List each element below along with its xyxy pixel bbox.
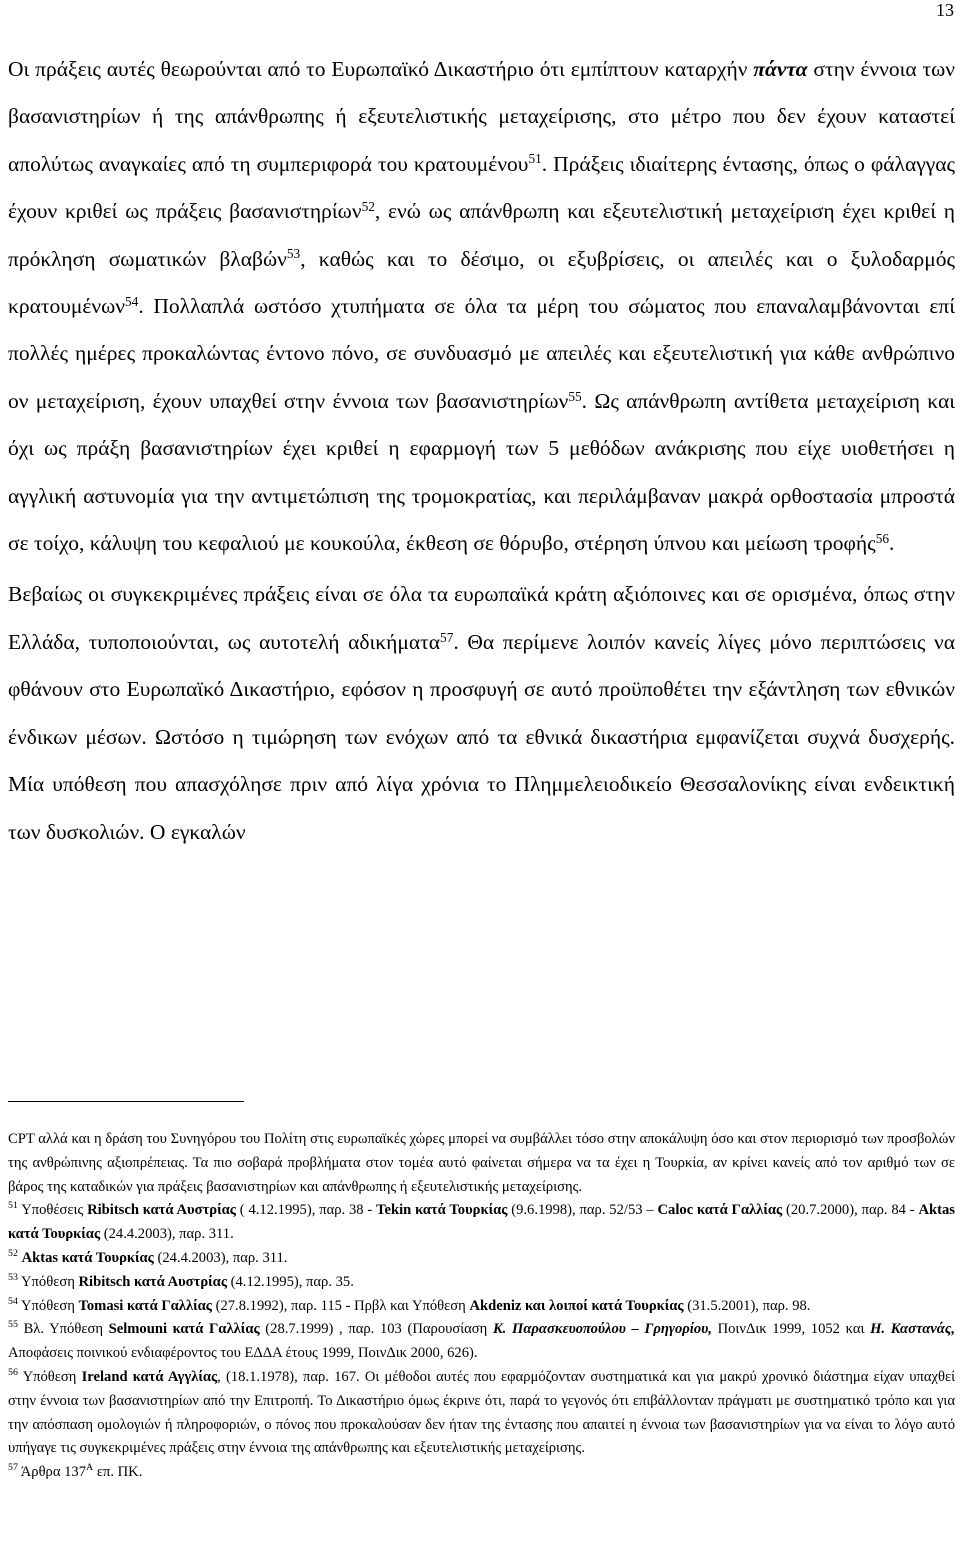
emphasis-text: πάντα [753, 57, 808, 81]
emphasis-text: Κ. Παρασκευοπούλου – Γρηγορίου, [492, 1321, 712, 1338]
text-run: (24.4.2003), παρ. 311. [153, 1249, 288, 1266]
footnote-ref: 53 [286, 246, 301, 262]
emphasis-text: Ribitsch κατά Αυστρίας [78, 1273, 227, 1290]
footnote-ref: 55 [568, 388, 582, 404]
text-run: (27.8.1992), παρ. 115 - Πρβλ και Υπόθεση [211, 1297, 470, 1314]
footnote-ref: 56 [875, 530, 890, 546]
text-run: (28.7.1999) , παρ. 103 (Παρουσίαση [259, 1321, 493, 1338]
text-run: (20.7.2000), παρ. 84 - [782, 1202, 919, 1219]
emphasis-text: Η. Καστανάς, [870, 1321, 956, 1338]
text-run: (4.12.1995), παρ. 35. [227, 1273, 354, 1290]
footnote-ref: 55 [8, 1319, 18, 1331]
text-run: ΠοινΔικ 1999, 1052 και [711, 1321, 871, 1338]
text-run: Υπόθεση [17, 1368, 82, 1385]
text-run: . Ως απάνθρωπη αντίθετα μεταχείριση και όχι ως πράξη βασανιστηρίων έχει κριθεί η εφαρμογή των 5 μεθόδων ανάκρισης που είχε υιοθετήσει η αγγλική αστυνομία για την αντιμετώπιση της τρομοκρατίας, και περιλάμβαναν μακρά ορθοστασία μπροστά σε τοίχο, κάλυψη του κεφαλιού με κουκούλα, έκθεση σε θόρυβο, στέρηση ύπνου και μείωση τροφής [8, 388, 956, 556]
paragraph-2 [8, 571, 955, 855]
footnote-ref: 51 [8, 1200, 18, 1212]
footnote-ref: 52 [8, 1248, 18, 1260]
emphasis-text: Ireland κατά Αγγλίας [81, 1368, 218, 1385]
footnote-ref: 53 [8, 1271, 18, 1283]
footnote-ref: 54 [125, 293, 139, 309]
footnote-item [8, 1366, 955, 1461]
body-text [8, 46, 955, 856]
text-run: Αποφάσεις ποινικού ενδιαφέροντος του ΕΔΔΑ έτους 1999, ΠοινΔικ 2000, 626). [8, 1345, 478, 1362]
text-run: επ. ΠΚ. [93, 1464, 143, 1481]
text-run: . Πολλαπλά ωστόσο χτυπήματα σε όλα τα μέρη του σώματος που επαναλαμβάνονται επί πολλές ημέρες προκαλώντας έντονο πόνο, σε συνδυασμό με απειλές και εξευτελιστική για κάθε ανθρώπινο ον μεταχείριση, έχουν υπαχθεί στην έννοια των βασανιστηρίων [8, 294, 955, 413]
emphasis-text: Akdeniz και λοιποί κατά Τουρκίας [469, 1297, 684, 1314]
footnote-ref: Α [86, 1462, 94, 1474]
text-run: Υπόθεση [17, 1297, 79, 1314]
emphasis-text: Aktas κατά Τουρκίας [8, 1202, 955, 1243]
footnote-separator [8, 1101, 244, 1102]
footnote-item [8, 1295, 955, 1319]
emphasis-text: Caloc κατά Γαλλίας [657, 1202, 783, 1219]
text-run: Υπόθεση [17, 1273, 79, 1290]
emphasis-text: Selmouni κατά Γαλλίας [108, 1321, 260, 1338]
footnote-ref: 56 [8, 1367, 18, 1379]
footnote-item [8, 1247, 955, 1271]
text-run: (24.4.2003), παρ. 311. [100, 1226, 234, 1243]
text-run: Υποθέσεις [17, 1202, 88, 1219]
footnote-item [8, 1271, 955, 1295]
footnote-ref: 57 [8, 1462, 18, 1474]
text-run: , (18.1.1978), παρ. 167. Οι μέθοδοι αυτές που εφαρμόζονταν συστηματικά και για μακρύ χρονικό διάστημα είχαν υπαχθεί στην έννοια των βασανιστηρίων από την Επιτροπή. Το Δικαστήριο όμως έκρινε ότι, παρά το γεγονός ότι επιβάλλονταν πράγματι με συστηματικό τρόπο και για την απόσπαση ομολογιών ή πληροφοριών, ο πόνος που προκαλούσαν δεν ήταν της έντασης που απαιτεί η έννοια των βασανιστηρίων για να είναι το λόγο αυτό υπήγαγε τις συγκεκριμένες πράξεις στην έννοια της απάνθρωπης και εξευτελιστικής μεταχείρισης. [8, 1368, 955, 1457]
footnotes [8, 1128, 955, 1485]
footnote-ref: 57 [440, 629, 454, 645]
text-run: CPT αλλά και η δράση του Συνηγόρου του Πολίτη στις ευρωπαϊκές χώρες μπορεί να συμβάλλει τόσο στην αποκάλυψη όσο και στον περιορισμό των προσβολών της ανθρώπινης αξιοπρέπειας. Τα πιο σοβαρά προβλήματα στον τομέα αυτό φαίνεται σήμερα να τα έχει η Τουρκία, αν κρίνει κανείς από τον αριθμό των σε βάρος της καταδικών για πράξεις βασανιστηρίων και απάνθρωπης ή εξευτελιστικής μεταχείρισης. [8, 1131, 955, 1195]
footnote-item [8, 1128, 955, 1199]
text-run: (9.6.1998), παρ. 52/53 – [507, 1202, 658, 1219]
text-run: . Θα περίμενε λοιπόν κανείς λίγες μόνο περιπτώσεις να φθάνουν στο Ευρωπαϊκό Δικαστήριο, εφόσον η προσφυγή σε αυτό προϋποθέτει την εξάντληση των εθνικών ένδικων μέσων. Ωστόσο η τιμώρηση των ενόχων από τα εθνικά δικαστήρια εμφανίζεται συχνά δυσχερής. Μία υπόθεση που απασχόλησε πριν από λίγα χρόνια το Πλημμελειοδικείο Θεσσαλονίκης είναι ενδεικτική των δυσκολιών. Ο εγκαλών [8, 629, 956, 844]
text-run: ( 4.12.1995), παρ. 38 - [235, 1202, 377, 1219]
footnote-ref: 52 [361, 198, 375, 214]
text-run: (31.5.2001), παρ. 98. [683, 1297, 811, 1314]
emphasis-text: Tomasi κατά Γαλλίας [78, 1297, 212, 1314]
text-run: Βεβαίως οι συγκεκριμένες πράξεις είναι σε όλα τα ευρωπαϊκά κράτη αξιόποινες και σε ορισμένα, όπως στην Ελλάδα, τυποποιούνται, ως αυτοτελή αδικήματα [8, 582, 955, 654]
footnote-item [8, 1318, 955, 1366]
footnote-item [8, 1199, 955, 1247]
page-number: 13 [936, 0, 954, 20]
text-run: Βλ. Υπόθεση [17, 1321, 109, 1338]
emphasis-text: Ribitsch κατά Αυστρίας [87, 1202, 236, 1219]
emphasis-text: Aktas κατά Τουρκίας [21, 1249, 154, 1266]
footnote-item [8, 1461, 955, 1485]
footnote-ref: 54 [8, 1295, 18, 1307]
emphasis-text: Tekin κατά Τουρκίας [376, 1202, 508, 1219]
text-run: , ενώ ως απάνθρωπη και εξευτελιστική μεταχείριση έχει κριθεί η πρόκληση σωματικών βλαβών [8, 199, 955, 271]
text-run: , καθώς και το δέσιμο, οι εξυβρίσεις, οι απειλές και ο ξυλοδαρμός κρατουμένων [8, 246, 955, 319]
paragraph-1 [8, 46, 955, 567]
text-run: Άρθρα 137 [17, 1464, 87, 1481]
text-run: . [889, 531, 895, 556]
text-run: Οι πράξεις αυτές θεωρούνται από το Ευρωπαϊκό Δικαστήριο ότι εμπίπτουν καταρχήν [8, 57, 754, 81]
footnote-ref: 51 [528, 151, 542, 167]
text-run: . Πράξεις ιδιαίτερης έντασης, όπως ο φάλαγγας έχουν κριθεί ως πράξεις βασανιστηρίων [8, 151, 955, 224]
text-run: στην έννοια των βασανιστηρίων ή της απάνθρωπης ή εξευτελιστικής μεταχείρισης, στο μέτρο που δεν έχουν καταστεί απολύτως αναγκαίες από τη συμπεριφορά του κρατουμένου [8, 57, 955, 176]
